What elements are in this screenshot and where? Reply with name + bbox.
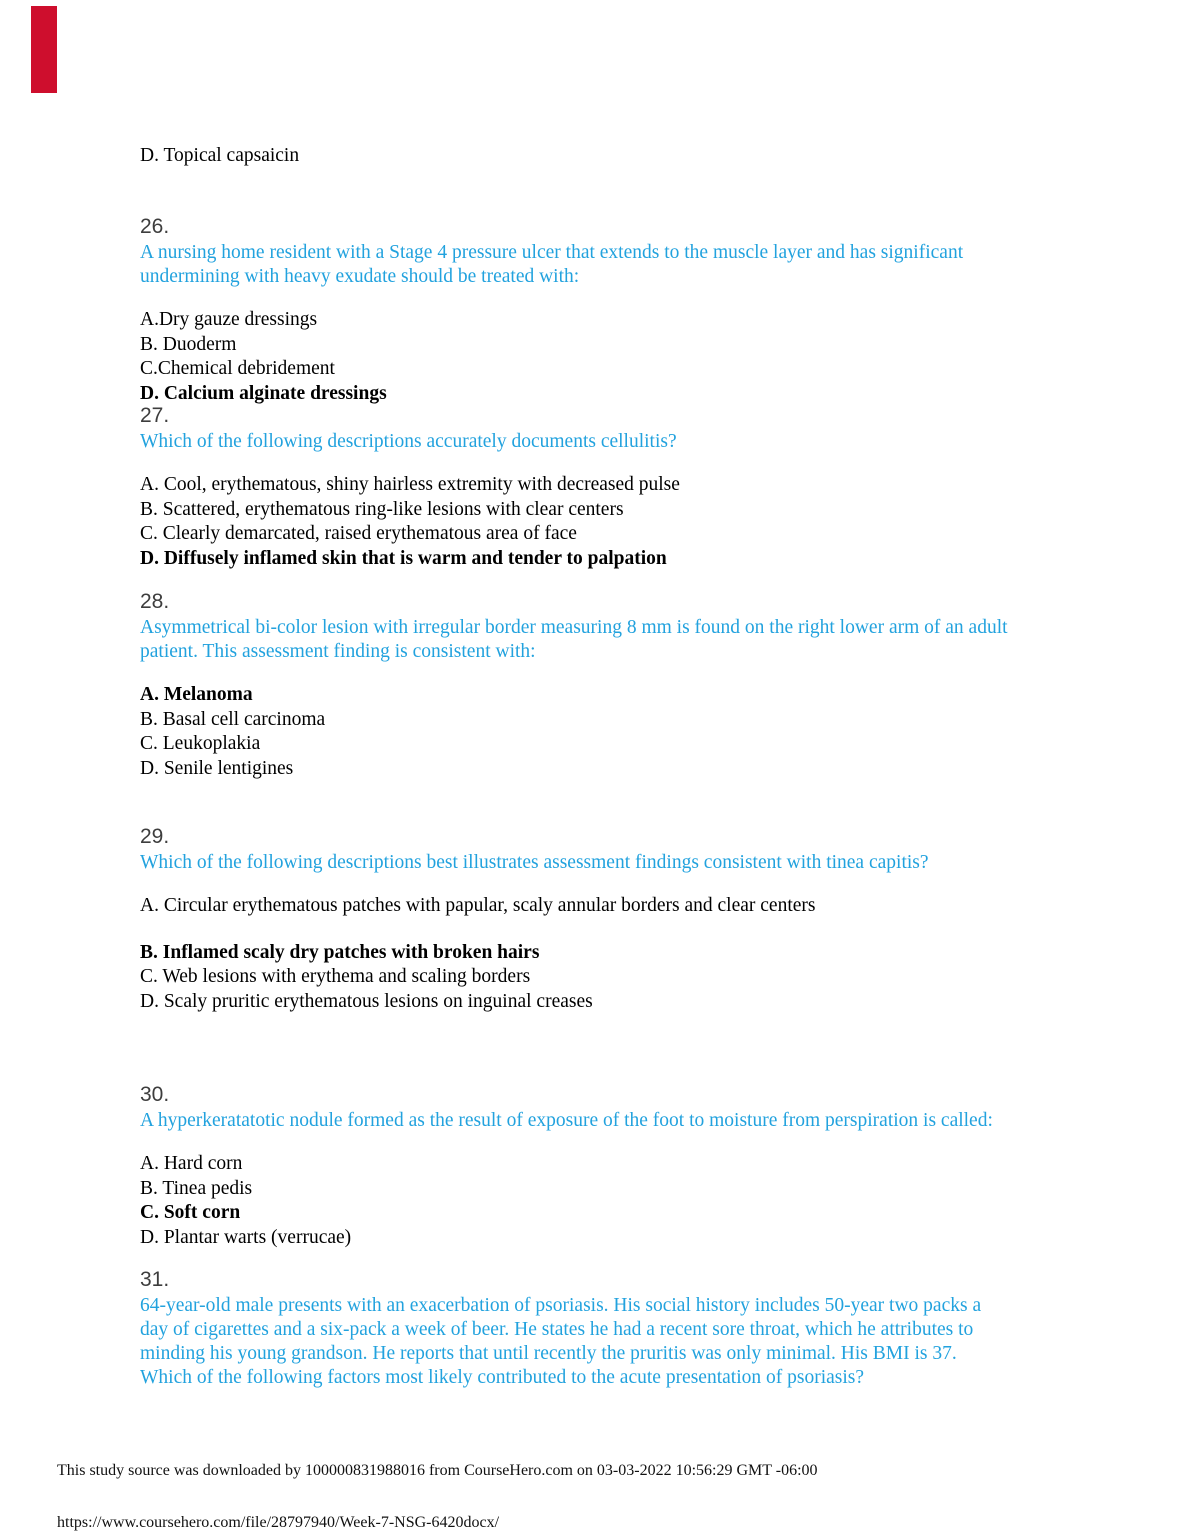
option-a: A. Cool, erythematous, shiny hairless extremity with decreased pulse	[140, 474, 680, 495]
option-b: B. Basal cell carcinoma	[140, 708, 326, 730]
option-c: C.Chemical debridement	[140, 358, 335, 379]
question-number: 26.	[140, 215, 170, 238]
download-attribution: This study source was downloaded by 100000831988016 from CourseHero.com on 03-03-2022 10:56:29 GMT -06:00	[57, 1462, 818, 1479]
options-list	[140, 308, 963, 406]
option-a: A. Hard corn	[140, 1153, 243, 1174]
question-prompt	[140, 851, 929, 875]
question-number: 27.	[140, 404, 170, 427]
option-a: A. Melanoma	[140, 684, 253, 705]
question-30	[140, 1081, 993, 1250]
option-c: C. Web lesions with erythema and scaling borders	[140, 966, 531, 987]
question-prompt	[140, 241, 963, 289]
option-b: B. Duoderm	[140, 333, 237, 355]
option-d: D. Scaly pruritic erythematous lesions on inguinal creases	[140, 990, 593, 1012]
option-d-previous-question: D. Topical capsaicin	[140, 145, 300, 166]
prompt-line: A nursing home resident with a Stage 4 pressure ulcer that extends to the muscle layer and has significant	[140, 242, 964, 263]
question-28	[140, 588, 1008, 781]
prompt-line: Which of the following factors most likely contributed to the acute presentation of psoriasis?	[140, 1367, 865, 1388]
option-d: D. Diffusely inflamed skin that is warm and tender to palpation	[140, 547, 667, 569]
question-prompt	[140, 1109, 993, 1133]
option-c: C. Leukoplakia	[140, 733, 261, 754]
question-26	[140, 213, 963, 406]
prompt-line: Which of the following descriptions accurately documents cellulitis?	[140, 431, 677, 452]
question-number: 30.	[140, 1083, 170, 1106]
question-number: 29.	[140, 825, 170, 848]
options-list	[140, 894, 929, 1014]
question-number: 28.	[140, 590, 170, 613]
option-a: A. Circular erythematous patches with papular, scaly annular borders and clear centers	[140, 895, 816, 916]
option-c: C. Soft corn	[140, 1202, 241, 1223]
prompt-line: day of cigarettes and a six-pack a week of beer. He states he had a recent sore throat, which he attributes to	[140, 1319, 974, 1340]
option-d: D. Plantar warts (verrucae)	[140, 1226, 352, 1248]
question-31	[140, 1266, 981, 1390]
prompt-line: patient. This assessment finding is consistent with:	[140, 641, 536, 662]
prompt-line: minding his young grandson. He reports that until recently the pruritis was only minimal. His BMI is 37.	[140, 1343, 957, 1364]
question-number: 31.	[140, 1268, 170, 1291]
option-b: B. Tinea pedis	[140, 1177, 253, 1199]
prompt-line: A hyperkeratatotic nodule formed as the result of exposure of the foot to moisture from perspiration is called:	[140, 1110, 993, 1131]
prompt-line: Asymmetrical bi-color lesion with irregular border measuring 8 mm is found on the right lower arm of an adult	[140, 617, 1008, 638]
red-corner-marker	[31, 6, 57, 93]
options-list	[140, 683, 1008, 781]
options-list	[140, 1152, 993, 1250]
question-prompt	[140, 616, 1008, 664]
question-prompt	[140, 1294, 981, 1390]
option-c: C. Clearly demarcated, raised erythematous area of face	[140, 523, 577, 544]
prompt-line: Which of the following descriptions best illustrates assessment findings consistent with tinea capitis?	[140, 852, 929, 873]
option-b: B. Inflamed scaly dry patches with broken hairs	[140, 941, 540, 963]
prompt-line: 64-year-old male presents with an exacerbation of psoriasis. His social history includes 50-year two packs a	[140, 1295, 982, 1316]
question-prompt	[140, 430, 680, 454]
option-d: D. Calcium alginate dressings	[140, 382, 387, 404]
question-27	[140, 402, 680, 571]
options-list	[140, 473, 680, 571]
option-b: B. Scattered, erythematous ring-like lesions with clear centers	[140, 498, 624, 520]
coursehero-file-url[interactable]: https://www.coursehero.com/file/28797940/Week-7-NSG-6420docx/	[57, 1514, 500, 1531]
question-29	[140, 823, 929, 1014]
option-d: D. Senile lentigines	[140, 757, 294, 779]
option-a: A.Dry gauze dressings	[140, 309, 318, 330]
prompt-line: undermining with heavy exudate should be treated with:	[140, 266, 580, 287]
